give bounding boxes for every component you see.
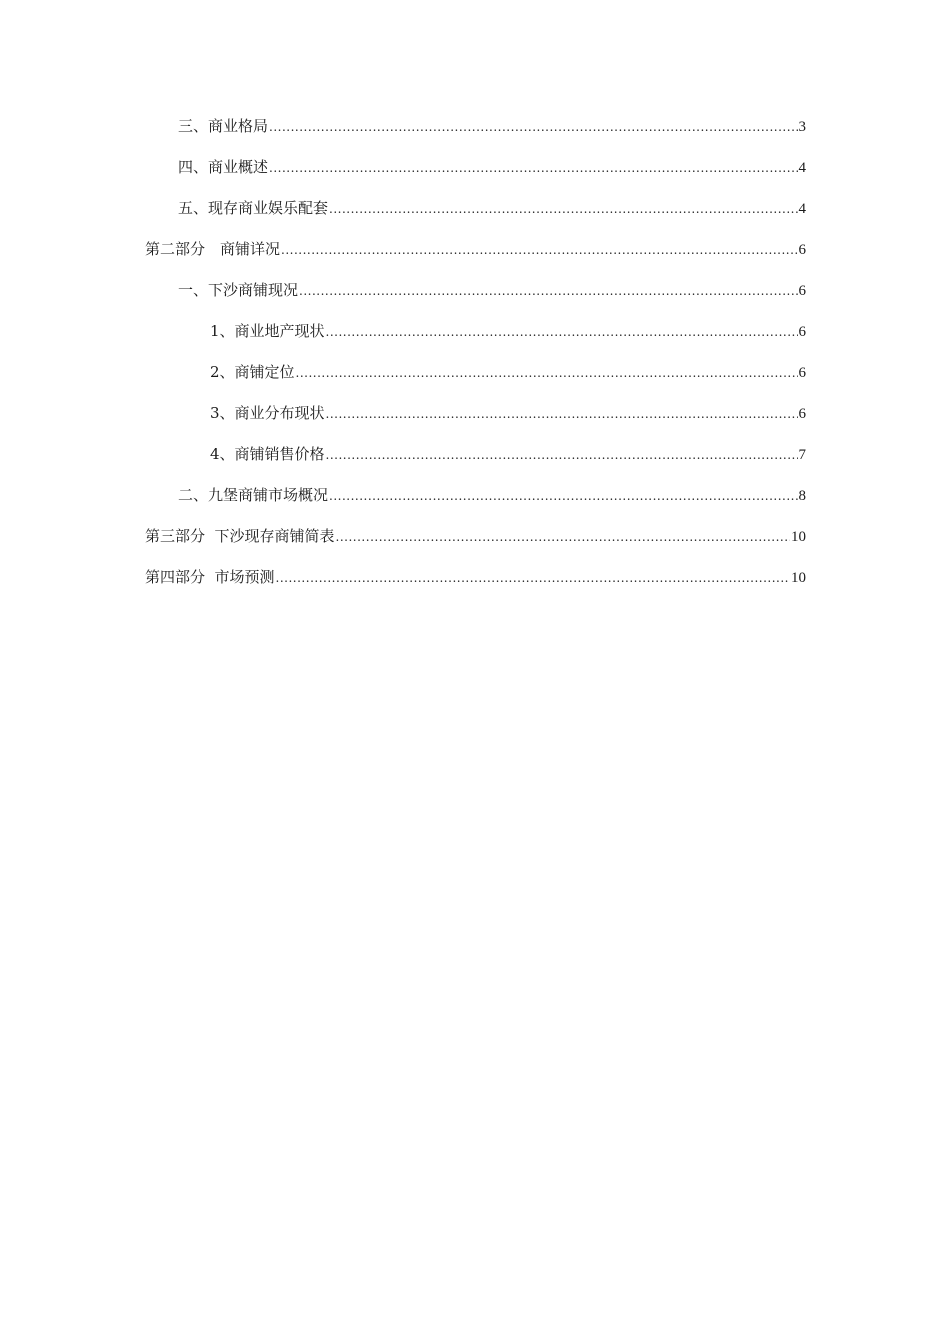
toc-entry-title: 四、商业概述 — [178, 158, 269, 176]
toc-entry-page: 3 — [798, 119, 806, 135]
dot-leader — [269, 113, 797, 141]
toc-entry-page: 4 — [798, 160, 806, 176]
table-of-contents — [145, 112, 806, 604]
toc-entry-title: 第四部分 市场预测 — [145, 568, 275, 586]
toc-entry-title: 第三部分 下沙现存商铺简表 — [145, 527, 335, 545]
dot-leader — [336, 523, 790, 551]
toc-entry-commercial-overview[interactable] — [145, 153, 806, 194]
toc-entry-page: 8 — [798, 488, 806, 504]
toc-entry-part-two[interactable] — [145, 235, 806, 276]
dot-leader — [299, 277, 797, 305]
toc-entry-xiasha-status[interactable] — [145, 276, 806, 317]
dot-leader — [329, 195, 797, 223]
toc-entry-title: 4、商铺销售价格 — [210, 445, 325, 463]
dot-leader — [326, 318, 798, 346]
dot-leader — [269, 154, 797, 182]
toc-entry-commercial-layout[interactable] — [145, 112, 806, 153]
toc-entry-title: 2、商铺定位 — [210, 363, 295, 381]
toc-entry-jiubao-market[interactable] — [145, 481, 806, 522]
toc-entry-existing-facilities[interactable] — [145, 194, 806, 235]
toc-entry-page: 6 — [798, 324, 806, 340]
dot-leader — [329, 482, 797, 510]
toc-entry-page: 4 — [798, 201, 806, 217]
toc-entry-part-three[interactable] — [145, 522, 806, 563]
toc-entry-title: 3、商业分布现状 — [210, 404, 325, 422]
toc-entry-title: 五、现存商业娱乐配套 — [178, 199, 329, 217]
toc-entry-part-four[interactable] — [145, 563, 806, 604]
toc-entry-page: 7 — [798, 447, 806, 463]
dot-leader — [326, 400, 798, 428]
toc-entry-page: 10 — [791, 529, 806, 545]
toc-entry-title: 1、商业地产现状 — [210, 322, 325, 340]
toc-entry-distribution-status[interactable] — [145, 399, 806, 440]
toc-entry-title: 一、下沙商铺现况 — [178, 281, 299, 299]
toc-entry-page: 6 — [798, 242, 806, 258]
toc-entry-page: 10 — [791, 570, 806, 586]
toc-entry-title: 第二部分 商铺详况 — [145, 240, 281, 258]
toc-entry-shop-positioning[interactable] — [145, 358, 806, 399]
toc-entry-sales-price[interactable] — [145, 440, 806, 481]
dot-leader — [296, 359, 798, 387]
toc-entry-title: 三、商业格局 — [178, 117, 269, 135]
toc-entry-title: 二、九堡商铺市场概况 — [178, 486, 329, 504]
toc-entry-real-estate-status[interactable] — [145, 317, 806, 358]
toc-entry-page: 6 — [798, 283, 806, 299]
dot-leader — [326, 441, 798, 469]
dot-leader — [281, 236, 797, 264]
toc-entry-page: 6 — [798, 406, 806, 422]
toc-entry-page: 6 — [798, 365, 806, 381]
dot-leader — [276, 564, 790, 592]
